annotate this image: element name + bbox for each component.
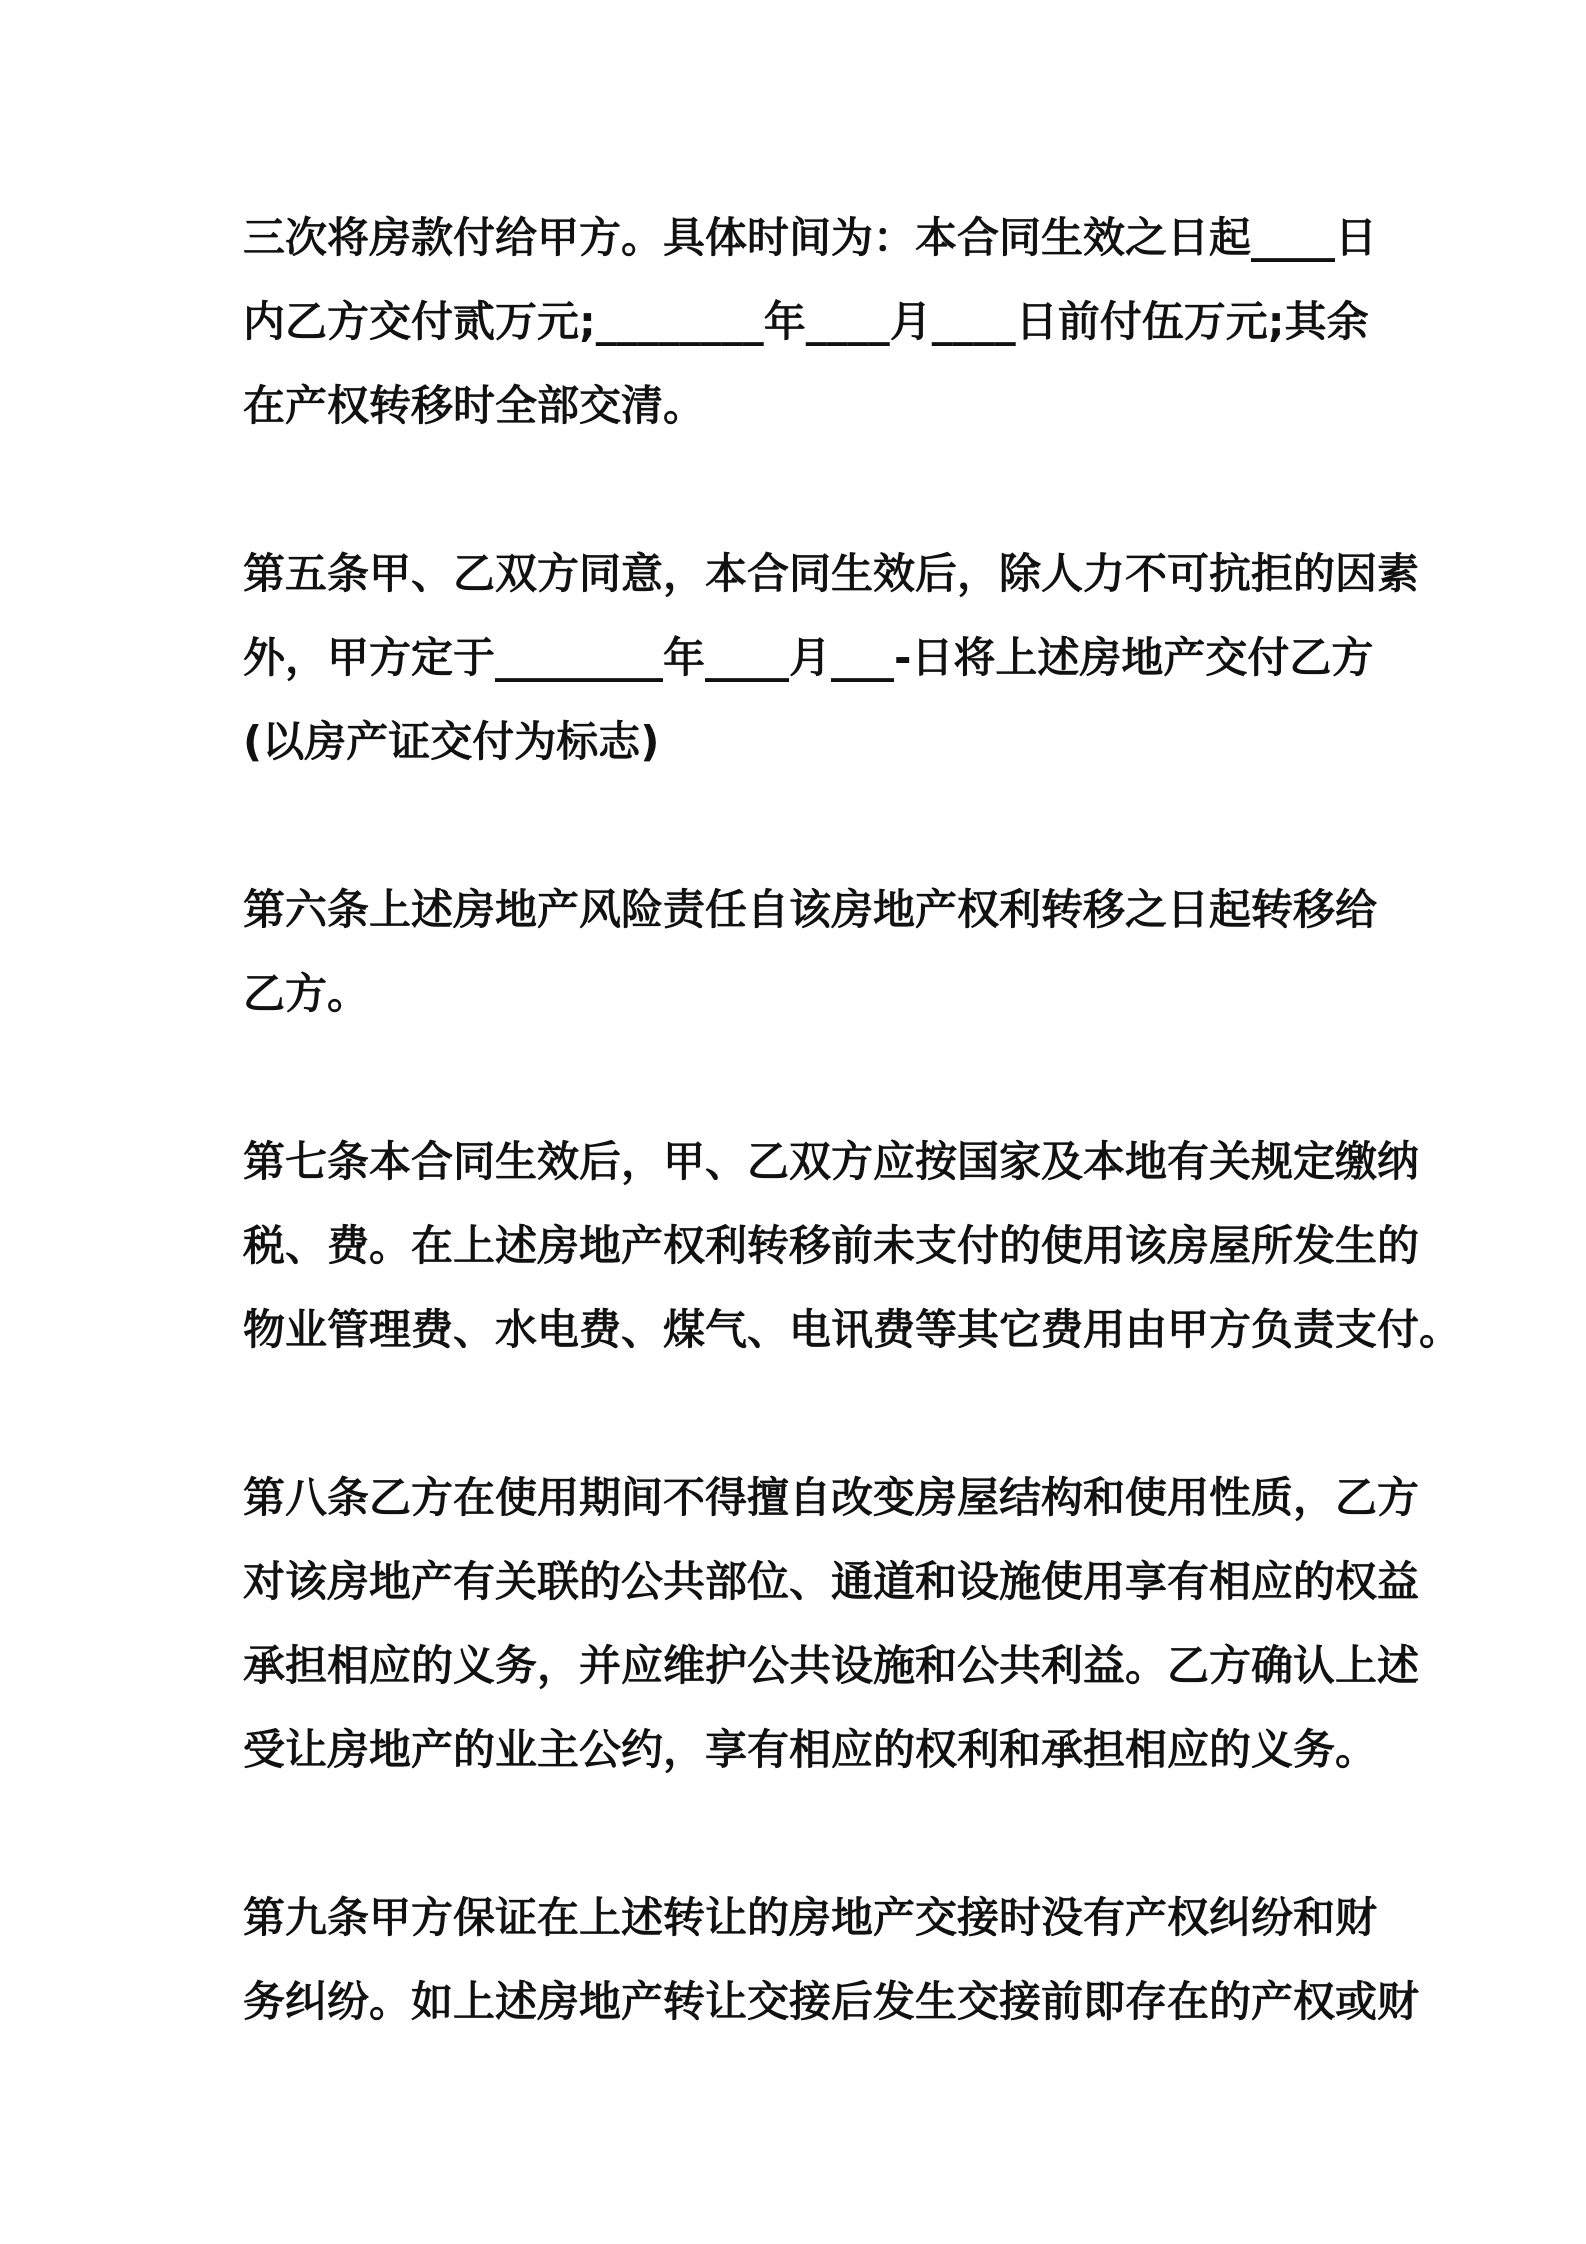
paragraph-article-8 (243, 1456, 1420, 1792)
text-line: 内乙方交付贰万元;________年____月____日前付伍万元;其余 (243, 297, 1369, 346)
text-line: 三次将房款付给甲方。具体时间为：本合同生效之日起____日 (243, 213, 1378, 262)
paragraph-article-7 (243, 1120, 1462, 1372)
paragraph-payment-schedule (243, 196, 1378, 448)
text-line: (以房产证交付为标志) (243, 717, 660, 766)
paragraph-gap (243, 784, 1353, 868)
paragraph-article-6 (243, 868, 1378, 1036)
text-line: 对该房地产有关联的公共部位、通道和设施使用享有相应的权益 (243, 1557, 1420, 1606)
document-body (243, 196, 1462, 2044)
text-line: 外，甲方定于________年____月___-日将上述房地产交付乙方 (243, 633, 1374, 682)
paragraph-gap (243, 1792, 1353, 1876)
text-line: 乙方。 (243, 969, 370, 1018)
text-line: 第九条甲方保证在上述转让的房地产交接时没有产权纠纷和财 (243, 1893, 1378, 1942)
text-line: 务纠纷。如上述房地产转让交接后发生交接前即存在的产权或财 (243, 1977, 1420, 2026)
paragraph-article-9 (243, 1876, 1420, 2044)
text-line: 在产权转移时全部交清。 (243, 381, 706, 430)
text-line: 承担相应的义务，并应维护公共设施和公共利益。乙方确认上述 (243, 1641, 1420, 1690)
text-line: 第五条甲、乙双方同意，本合同生效后，除人力不可抗拒的因素 (243, 549, 1420, 598)
text-line: 第八条乙方在使用期间不得擅自改变房屋结构和使用性质，乙方 (243, 1473, 1420, 1522)
paragraph-article-5 (243, 532, 1420, 784)
text-line: 第六条上述房地产风险责任自该房地产权利转移之日起转移给 (243, 885, 1378, 934)
paragraph-gap (243, 1372, 1353, 1456)
text-line: 受让房地产的业主公约，享有相应的权利和承担相应的义务。 (243, 1725, 1378, 1774)
text-line: 第七条本合同生效后，甲、乙双方应按国家及本地有关规定缴纳 (243, 1137, 1420, 1186)
paragraph-gap (243, 1036, 1353, 1120)
text-line: 物业管理费、水电费、煤气、电讯费等其它费用由甲方负责支付。 (243, 1305, 1462, 1354)
paragraph-gap (243, 448, 1353, 532)
text-line: 税、费。在上述房地产权利转移前未支付的使用该房屋所发生的 (243, 1221, 1420, 1270)
